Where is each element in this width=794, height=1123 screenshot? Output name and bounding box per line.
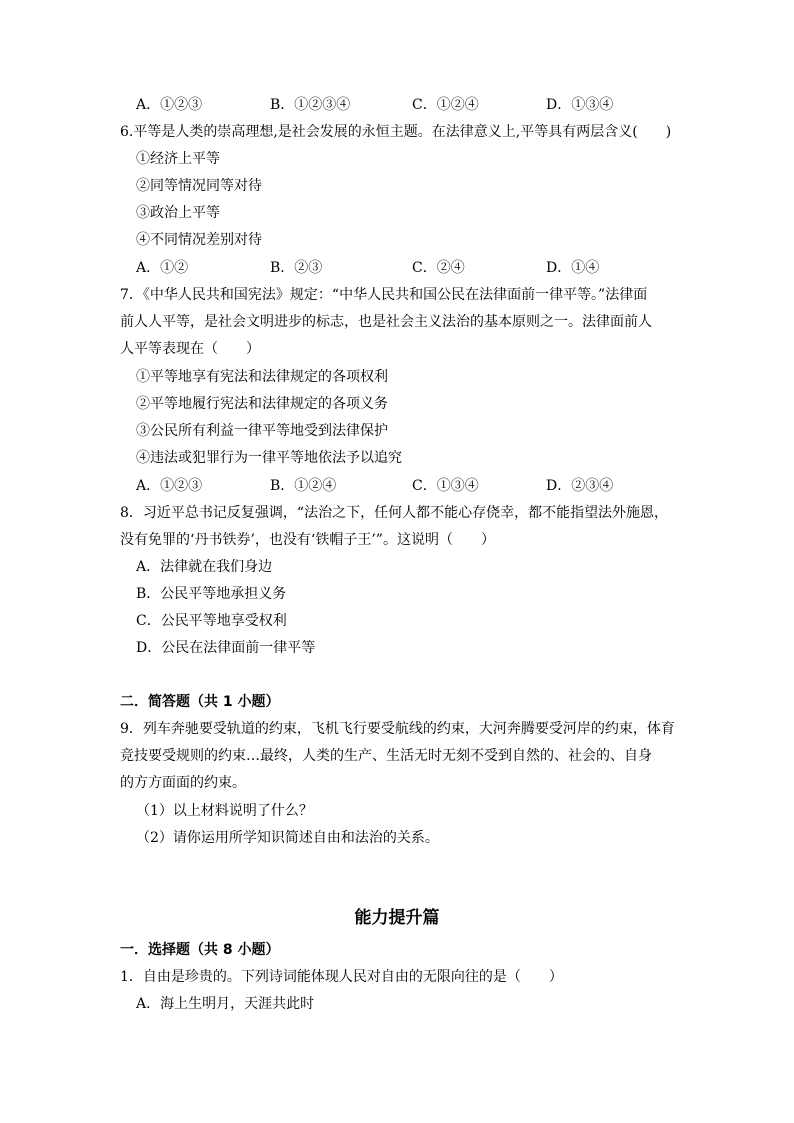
q7-stem-line-3: 人平等表现在（ ）: [120, 341, 260, 357]
q8-stem-line-2: 没有免罪的‘丹书铁券’，也没有‘铁帽子王’”。这说明（ ）: [120, 532, 495, 548]
q6-item-1: ①经济上平等: [136, 151, 220, 167]
q8-option-d: D．公民在法律面前一律平等: [136, 640, 316, 656]
q7-item-1: ①平等地享有宪法和法律规定的各项权利: [136, 369, 388, 385]
q7-option-a: A．①②③: [136, 478, 203, 494]
section-heading-short-answer: 二．简答题（共 1 小题）: [120, 694, 280, 710]
q6-stem: 6.平等是人类的崇高理想,是社会发展的永恒主题。在法律意义上,平等具有两层含义( ): [120, 124, 672, 140]
q5-option-c: C．①②④: [412, 97, 479, 113]
q6-item-2: ②同等情况同等对待: [136, 178, 262, 194]
q1-stem: 1．自由是珍贵的。下列诗词能体现人民对自由的无限向往的是（ ）: [120, 969, 563, 985]
q9-sub-question-1: （1）以上材料说明了什么？: [136, 803, 313, 819]
q5-option-a: A．①②③: [136, 97, 203, 113]
q8-stem-line-1: 8．习近平总书记反复强调，“法治之下，任何人都不能心存侥幸，都不能指望法外施恩，: [120, 505, 669, 521]
q7-item-4: ④违法或犯罪行为一律平等地依法予以追究: [136, 450, 402, 466]
q9-sub-question-2: （2）请你运用所学知识简述自由和法治的关系。: [136, 830, 439, 846]
q9-stem-line-1: 9．列车奔驰要受轨道的约束，飞机飞行要受航线的约束，大河奔腾要受河岸的约束，体育: [120, 721, 675, 737]
q7-item-3: ③公民所有利益一律平等地受到法律保护: [136, 423, 388, 439]
q6-option-a: A．①②: [136, 260, 189, 276]
q7-stem-line-2: 前人人平等，是社会文明进步的标志，也是社会主义法治的基本原则之一。法律面前人: [120, 314, 652, 330]
q1-option-a: A．海上生明月，天涯共此时: [136, 996, 315, 1012]
q8-option-b: B．公民平等地承担义务: [136, 586, 287, 602]
q7-option-d: D．②③④: [546, 478, 614, 494]
part-title: 能力提升篇: [354, 908, 440, 928]
q7-item-2: ②平等地履行宪法和法律规定的各项义务: [136, 396, 388, 412]
q9-stem-line-3: 的方方面面的约束。: [120, 775, 246, 791]
q6-item-3: ③政治上平等: [136, 205, 220, 221]
q5-option-d: D．①③④: [546, 97, 614, 113]
section-heading-multiple-choice: 一．选择题（共 8 小题）: [120, 942, 280, 958]
q7-option-c: C．①③④: [412, 478, 479, 494]
q5-option-b: B．①②③④: [270, 97, 351, 113]
q7-stem-line-1: 7．《中华人民共和国宪法》规定：“中华人民共和国公民在法律面前一律平等。”法律面: [120, 287, 648, 303]
q6-item-4: ④不同情况差别对待: [136, 232, 262, 248]
q7-option-b: B．①②④: [270, 478, 337, 494]
q6-option-b: B．②③: [270, 260, 323, 276]
q6-option-c: C．②④: [412, 260, 465, 276]
q6-option-d: D．①④: [546, 260, 600, 276]
q8-option-c: C．公民平等地享受权利: [136, 613, 287, 629]
q9-stem-line-2: 竞技要受规则的约束…最终，人类的生产、生活无时无刻不受到自然的、社会的、自身: [120, 748, 652, 764]
q8-option-a: A．法律就在我们身边: [136, 559, 273, 575]
